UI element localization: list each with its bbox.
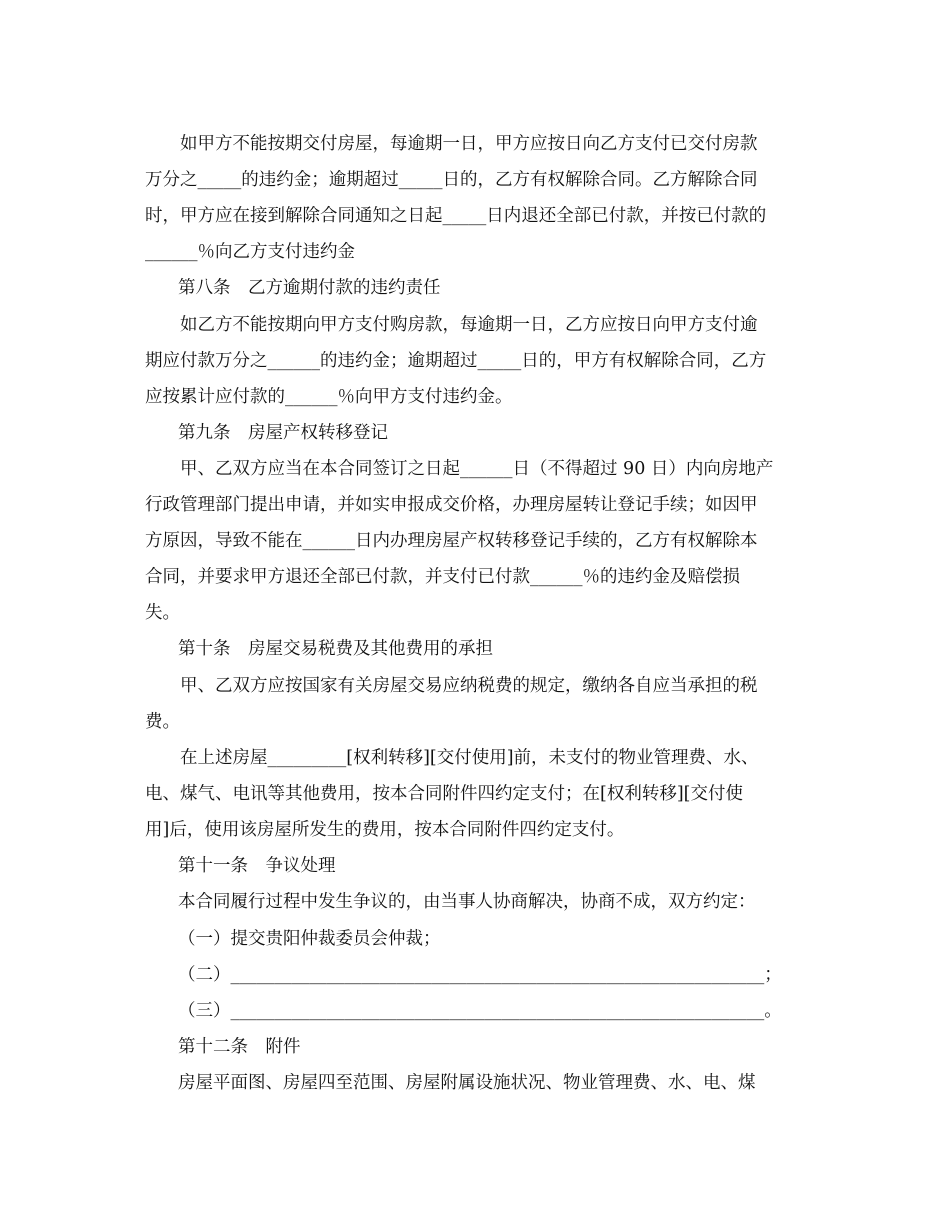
list-item: （二）_____________________________________________________________； xyxy=(178,965,782,985)
article-heading: 第八条 乙方逾期付款的违约责任 xyxy=(178,278,441,298)
text-line: 电、煤气、电讯等其他费用，按本合同附件四约定支付；在[权利转移][交付使 xyxy=(145,784,743,804)
text-line: 合同，并要求甲方退还全部已付款，并支付已付款______％的违约金及赔偿损 xyxy=(145,567,740,587)
text-line: 如甲方不能按期交付房屋，每逾期一日，甲方应按日向乙方支付已交付房款 xyxy=(180,134,758,154)
text-line: 期应付款万分之______的违约金；逾期超过_____日的，甲方有权解除合同，乙方 xyxy=(145,351,767,371)
article-heading: 第十条 房屋交易税费及其他费用的承担 xyxy=(178,639,493,659)
article-heading: 第十二条 附件 xyxy=(178,1037,301,1057)
text-line: 万分之_____的违约金；逾期超过_____日的，乙方有权解除合同。乙方解除合同 xyxy=(145,170,758,190)
text-line: 甲、乙双方应按国家有关房屋交易应纳税费的规定，缴纳各自应当承担的税 xyxy=(180,676,758,696)
text-line: 如乙方不能按期向甲方支付购房款，每逾期一日，乙方应按日向甲方支付逾 xyxy=(180,315,758,335)
text-line: 行政管理部门提出申请，并如实申报成交价格，办理房屋转让登记手续；如因甲 xyxy=(145,495,758,515)
text-line: 应按累计应付款的______％向甲方支付违约金。 xyxy=(145,387,513,407)
text-line: 在上述房屋_________[权利转移][交付使用]前，未支付的物业管理费、水、 xyxy=(180,748,759,768)
text-line: 甲、乙双方应当在本合同签订之日起______日（不得超过 90 日）内向房地产 xyxy=(180,459,774,479)
text-line: 费。 xyxy=(145,712,180,732)
article-heading: 第九条 房屋产权转移登记 xyxy=(178,423,388,443)
text-line: 本合同履行过程中发生争议的，由当事人协商解决，协商不成，双方约定： xyxy=(178,892,756,912)
article-heading: 第十一条 争议处理 xyxy=(178,856,336,876)
list-item: （一）提交贵阳仲裁委员会仲裁； xyxy=(178,929,441,949)
text-line: 失。 xyxy=(145,603,180,623)
text-line: 方原因，导致不能在______日内办理房屋产权转移登记手续的，乙方有权解除本 xyxy=(145,531,758,551)
text-line: 用]后，使用该房屋所发生的费用，按本合同附件四约定支付。 xyxy=(145,820,625,840)
text-line: 时，甲方应在接到解除合同通知之日起_____日内退还全部已付款，并按已付款的 xyxy=(145,206,767,226)
text-line: 房屋平面图、房屋四至范围、房屋附属设施状况、物业管理费、水、电、煤 xyxy=(178,1073,756,1093)
list-item: （三）_____________________________________________________________。 xyxy=(178,1001,782,1021)
text-line: ______％向乙方支付违约金 xyxy=(145,242,355,262)
